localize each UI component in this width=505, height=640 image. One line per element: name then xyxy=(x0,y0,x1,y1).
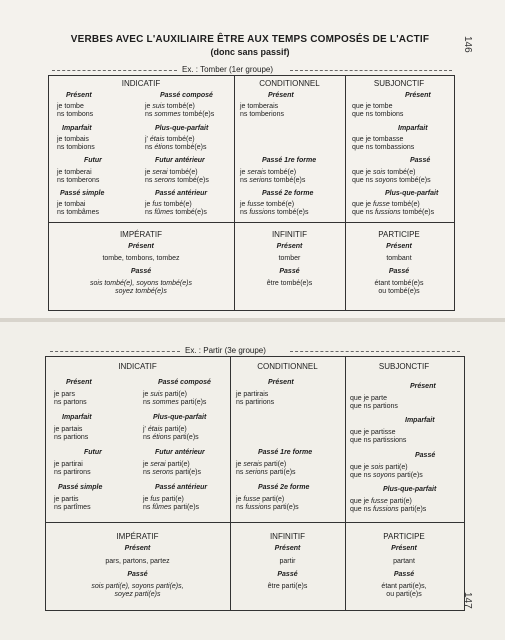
subj-imparfait-forms: que je tombasse que ns tombassions xyxy=(352,136,415,151)
page-146 xyxy=(0,0,505,318)
infinitif-heading: INFINITIF xyxy=(269,532,306,541)
label-imparfait: Imparfait xyxy=(62,125,92,132)
example-label: Ex. : Tomber (1er groupe) xyxy=(182,65,274,74)
conditionnel-heading: CONDITIONNEL xyxy=(259,79,320,88)
subj-plus-que-parfait-forms: que je fusse tombé(e) que ns fussions tombé(e)s xyxy=(352,201,435,216)
cond-passe1-forms: je serais parti(e) ns serions parti(e)s xyxy=(236,461,296,476)
ind-futur-anterieur-forms: je serai tombé(e) ns serons tombé(e)s xyxy=(145,169,209,184)
subj-present-forms: que je tombe que ns tombions xyxy=(352,103,404,118)
subj-label-imparfait: Imparfait xyxy=(405,417,435,424)
inf-present-form: partir xyxy=(279,558,296,565)
ind-passe-compose-forms: je suis tombé(e) ns sommes tombé(e)s xyxy=(145,103,215,118)
label-present: Présent xyxy=(66,379,92,386)
label-passe-1re-forme: Passé 1re forme xyxy=(258,449,313,456)
label-passe-compose: Passé composé xyxy=(160,92,213,99)
part-passe-forms: étant parti(e)s, ou parti(e)s xyxy=(381,583,427,598)
label-futur-anterieur: Futur antérieur xyxy=(155,449,205,456)
inf-present-form: tomber xyxy=(278,255,301,262)
inf-label-present: Présent xyxy=(274,545,301,552)
part-present-form: tombant xyxy=(386,255,412,262)
ind-present-forms: je pars ns partons xyxy=(54,391,87,406)
subj-passe-forms: que je sois parti(e) que ns soyons parti(e)s xyxy=(350,464,423,479)
ind-present-forms: je tombe ns tombons xyxy=(57,103,94,118)
subjonctif-heading: SUBJONCTIF xyxy=(373,79,425,88)
page-title: VERBES AVEC L'AUXILIAIRE ÊTRE AUX TEMPS COMPOSÉS DE L'ACTIF xyxy=(70,34,430,45)
subj-imparfait-forms: que je partisse que ns partissions xyxy=(350,429,407,444)
inf-label-present: Présent xyxy=(276,243,303,250)
example-label: Ex. : Partir (3e groupe) xyxy=(185,346,266,355)
label-passe-2e-forme: Passé 2e forme xyxy=(262,190,314,197)
cond-passe2-forms: je fusse tombé(e) ns fussions tombé(e)s xyxy=(240,201,309,216)
label-passe-simple: Passé simple xyxy=(58,484,103,491)
imp-present-forms: tombe, tombons, tombez xyxy=(102,255,180,262)
page-number: 147 xyxy=(462,592,473,609)
subj-present-forms: que je parte que ns partions xyxy=(350,395,398,410)
imp-label-passe: Passé xyxy=(130,268,152,275)
ind-futur-forms: je tomberai ns tomberons xyxy=(57,169,100,184)
part-passe-forms: étant tombé(e)s ou tombé(e)s xyxy=(374,280,424,295)
subj-label-passe: Passé xyxy=(410,157,431,164)
ind-passe-anterieur-forms: je fus parti(e) ns fûmes parti(e)s xyxy=(143,496,200,511)
ind-passe-simple-forms: je partis ns partîmes xyxy=(54,496,91,511)
part-label-present: Présent xyxy=(391,545,417,552)
label-passe-anterieur: Passé antérieur xyxy=(155,190,208,197)
participe-heading: PARTICIPE xyxy=(383,532,425,541)
cond-label-present: Présent xyxy=(268,379,294,386)
label-plus-que-parfait: Plus-que-parfait xyxy=(153,414,207,421)
subj-label-plus-que-parfait: Plus-que-parfait xyxy=(385,190,439,197)
subj-label-present: Présent xyxy=(410,383,436,390)
cond-present-forms: je tomberais ns tomberions xyxy=(240,103,284,118)
label-futur: Futur xyxy=(84,449,102,456)
label-futur: Futur xyxy=(84,157,102,164)
subj-label-present: Présent xyxy=(405,92,431,99)
label-imparfait: Imparfait xyxy=(62,414,92,421)
imp-label-present: Présent xyxy=(124,545,151,552)
ind-plus-que-parfait-forms: j' étais parti(e) ns étions parti(e)s xyxy=(143,426,199,441)
ind-passe-compose-forms: je suis parti(e) ns sommes parti(e)s xyxy=(143,391,207,406)
subj-label-plus-que-parfait: Plus-que-parfait xyxy=(383,486,437,493)
page-147 xyxy=(0,322,505,640)
ind-passe-anterieur-forms: je fus tombé(e) ns fûmes tombé(e)s xyxy=(145,201,207,216)
part-label-present: Présent xyxy=(386,243,412,250)
inf-label-passe: Passé xyxy=(277,571,298,578)
ind-futur-forms: je partirai ns partirons xyxy=(54,461,91,476)
imperatif-heading: IMPÉRATIF xyxy=(116,532,159,541)
part-label-passe: Passé xyxy=(388,268,410,275)
label-plus-que-parfait: Plus-que-parfait xyxy=(155,125,209,132)
cond-present-forms: je partirais ns partirions xyxy=(236,391,275,406)
indicatif-heading: INDICATIF xyxy=(121,79,161,88)
label-passe-simple: Passé simple xyxy=(60,190,105,197)
inf-label-passe: Passé xyxy=(279,268,300,275)
ind-imparfait-forms: je tombais ns tombions xyxy=(57,136,95,151)
subj-passe-forms: que je sois tombé(e) que ns soyons tombé(e)s xyxy=(352,169,431,184)
page-number: 146 xyxy=(462,36,473,53)
ind-futur-anterieur-forms: je serai parti(e) ns serons parti(e)s xyxy=(143,461,201,476)
part-present-form: partant xyxy=(393,558,415,565)
cond-label-present: Présent xyxy=(268,92,294,99)
inf-passe-form: être tombé(e)s xyxy=(266,280,313,287)
ind-imparfait-forms: je partais ns partions xyxy=(54,426,89,441)
page-subtitle: (donc sans passif) xyxy=(210,47,290,57)
cond-passe1-forms: je serais tombé(e) ns serions tombé(e)s xyxy=(240,169,306,184)
label-futur-anterieur: Futur antérieur xyxy=(155,157,205,164)
label-passe-compose: Passé composé xyxy=(158,379,211,386)
conditionnel-heading: CONDITIONNEL xyxy=(257,362,318,371)
imperatif-heading: IMPÉRATIF xyxy=(119,230,163,239)
label-passe-anterieur: Passé antérieur xyxy=(155,484,208,491)
subj-label-imparfait: Imparfait xyxy=(398,125,428,132)
ind-passe-simple-forms: je tombai ns tombâmes xyxy=(57,201,100,216)
infinitif-heading: INFINITIF xyxy=(271,230,308,239)
part-label-passe: Passé xyxy=(393,571,415,578)
imp-label-present: Présent xyxy=(128,243,154,250)
imp-present-forms: pars, partons, partez xyxy=(105,558,170,565)
participe-heading: PARTICIPE xyxy=(378,230,420,239)
ind-plus-que-parfait-forms: j' étais tombé(e) ns étions tombé(e)s xyxy=(145,136,207,151)
subj-label-passe: Passé xyxy=(415,452,436,459)
cond-passe2-forms: je fusse parti(e) ns fussions parti(e)s xyxy=(236,496,299,511)
subjonctif-heading: SUBJONCTIF xyxy=(378,362,430,371)
imp-passe-forms: sois tombé(e), soyons tombé(e)s soyez tombé(e)s xyxy=(90,280,192,295)
inf-passe-form: être parti(e)s xyxy=(267,583,308,590)
imp-passe-forms: sois parti(e), soyons parti(e)s, soyez parti(e)s xyxy=(91,583,184,598)
label-passe-1re-forme: Passé 1re forme xyxy=(262,157,317,164)
indicatif-heading: INDICATIF xyxy=(118,362,157,371)
label-passe-2e-forme: Passé 2e forme xyxy=(258,484,310,491)
imp-label-passe: Passé xyxy=(127,571,148,578)
subj-plus-que-parfait-forms: que je fusse parti(e) que ns fussions parti(e)s xyxy=(350,498,427,513)
label-present: Présent xyxy=(66,92,92,99)
